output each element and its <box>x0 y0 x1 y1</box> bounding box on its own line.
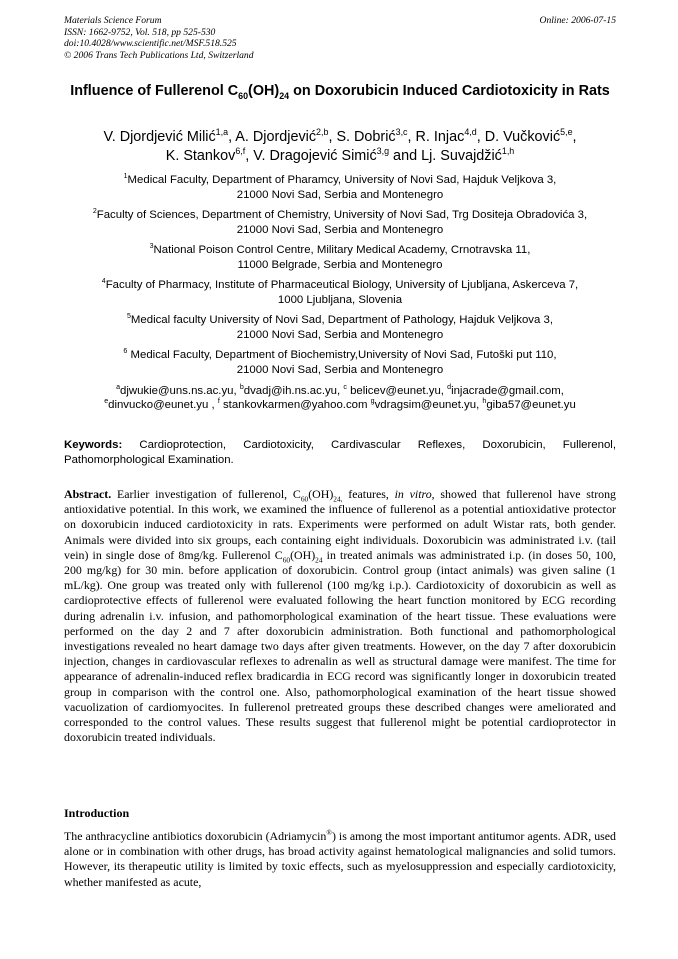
author: V. Djordjević Milić$^{1,a}$, <box>103 127 236 145</box>
email-link[interactable]: giba57@eunet.yu <box>486 399 576 412</box>
keywords-text: Cardioprotection, Cardiotoxicity, Cardivascular Reflexes, Doxorubicin, Fullerenol, Pathomorphological Examination. <box>64 439 616 467</box>
journal-issn: ISSN: 1662-9752, Vol. 518, pp 525-530 <box>64 26 216 38</box>
introduction-paragraph: The anthracycline antibiotics doxorubicin (Adriamycin®) is among the most important antitumor agents. ADR, used alone or in combination with other drugs, has broad activity against hematological malignancies and solid tumors. However, its therapeutic utility is limited by toxic effects, such as myelosuppression and especially cardiotoxicity, whether manifested as acute, <box>64 828 616 889</box>
email-link[interactable]: dvadj@ih.ns.ac.yu <box>243 384 338 397</box>
email-link[interactable]: injacrade@gmail.com <box>451 384 561 397</box>
author: V. Dragojević Simić$^{3,g}$ and <box>253 146 422 164</box>
email-link[interactable]: dinvucko@eunet.yu <box>108 399 209 412</box>
title-subscript-24: 24 <box>279 90 290 101</box>
author: A. Djordjević$^{2,b}$, <box>235 127 337 145</box>
section-heading-introduction: Introduction <box>64 806 130 820</box>
journal-copyright: © 2006 Trans Tech Publications Ltd, Switzerland <box>64 49 254 61</box>
abstract-label: Abstract. <box>64 487 112 501</box>
email-link[interactable]: vdragsim@eunet.yu <box>374 399 477 412</box>
title-text-end: on Doxorubicin Induced Cardiotoxicity in Rats <box>289 83 610 99</box>
author: S. Dobrić$^{3,c}$, <box>336 127 416 145</box>
keywords <box>64 438 616 468</box>
email-link[interactable]: belicev@eunet.yu <box>350 384 441 397</box>
author: Lj. Suvajdžić$^{1,h}$ <box>421 146 515 164</box>
affiliation: $^1$Medical Faculty, Department of Pharamcy, University of Novi Sad, Hajduk Veljkova 3, 21000 Novi Sad, Serbia and Montenegro <box>123 173 557 201</box>
affiliation: $^6$ Medical Faculty, Department of Biochemistry,University of Novi Sad, Futoški put 110, 21000 Novi Sad, Serbia and Montenegro <box>123 348 557 377</box>
affiliation-list <box>64 173 616 413</box>
online-date: Online: 2006-07-15 <box>539 15 616 26</box>
author: K. Stankov$^{6,f}$, <box>165 146 254 164</box>
paper-title <box>64 82 616 100</box>
keywords-label: Keywords: <box>64 439 123 451</box>
journal-doi: doi:10.4028/www.scientific.net/MSF.518.525 <box>64 38 237 49</box>
affiliation: $^2$Faculty of Sciences, Department of Chemistry, University of Novi Sad, Trg Dositeja Obradovića 3, 21000 Novi Sad, Serbia and Montenegro <box>92 208 588 236</box>
affiliation: $^3$National Poison Control Centre, Military Medical Academy, Crnotravska 11, 11000 Belgrade, Serbia and Montenegro <box>149 243 531 271</box>
title-text-start: Influence of Fullerenol C <box>70 83 239 99</box>
email-list: $^a$djwukie@uns.ns.ac.yu, $^b$dvadj@ih.ns.ac.yu, $^c$ belicev@eunet.yu, $^d$injacrade@gmail.com, $^e$dinvucko@eunet.yu , $^f$ stankovkarmen@yahoo.com $^g$vdragsim@eunet.yu, $^h$giba57@eunet.yu <box>104 383 576 412</box>
author: D. Vučković$^{5,e}$, <box>484 127 577 145</box>
title-text-oh: (OH) <box>248 83 280 99</box>
abstract: Abstract. Earlier investigation of fullerenol, $C_{60}(OH)_{24,}$ features, in vitro, showed that fullerenol have strong antioxidative potential. In this work, we examined the influence of fullerenol as a potential antioxidative protector on doxorubicin induced cardiotoxicity in rats. Experiments were performed on adult Wistar rats, both gender. Animals were divided into six groups, each containing eight individuals. Doxorubicin was administrated i.v. (tail vein) in single dose of 8mg/kg. Fullerenol $C_{60}(OH)_{24}$ in treated animals was administrated i.p. (in doses 50, 100, 200 mg/kg) for 30 min. before application of doxorubicin. Control group (intact animals) was given saline (1 mL/kg). One group was treated only with fullerenol (100 mg/kg i.p.). Cardiotoxicity of doxorubicin as well as cardioprotective effects of fullerenol were evaluated following the heart function monitored by ECG recording during adrenalin i.v. infusion, and pathomorphological examination of the heart tissue. These evaluations were performed on the day 2 and 7 after doxorubicin administration. Both functional and pathomorphological investigations revealed no heart damage two days after given treatments. However, on the day 7 after doxorubicin injection, changes in cardiovascular reflexes to adrenalin as well as structural damage were manifest. The time for appearance of adrenalin-induced reflex bradicardia in ECG record was significantly longer in doxorubicin treated group in comparison with the control one. Also, pathomorphological examination of the heart tissue showed vacuolization of cardiomyocites. In fullerenol pretreated groups these described changes were ameliorated and corresponded to the control values. These results suggest that fullerenol might be potential cardioprotector in doxorubicin treated individuals. <box>64 487 616 745</box>
affiliation: $^4$Faculty of Pharmacy, Institute of Pharmaceutical Biology, University of Ljubljana, Askerceva 7, 1000 Ljubljana, Slovenia <box>101 278 579 307</box>
email-link[interactable]: stankovkarmen@yahoo.com <box>222 399 368 412</box>
affiliation: $^5$Medical faculty University of Novi Sad, Department of Pathology, Hajduk Veljkova 3, 21000 Novi Sad, Serbia and Montenegro <box>127 313 553 342</box>
title-subscript-60: 60 <box>238 90 249 101</box>
author-list <box>64 128 616 166</box>
journal-header <box>64 15 616 61</box>
email-link[interactable]: djwukie@uns.ns.ac.yu <box>119 384 234 397</box>
author: R. Injac$^{4,d}$, <box>415 127 485 145</box>
journal-name: Materials Science Forum <box>64 15 162 26</box>
